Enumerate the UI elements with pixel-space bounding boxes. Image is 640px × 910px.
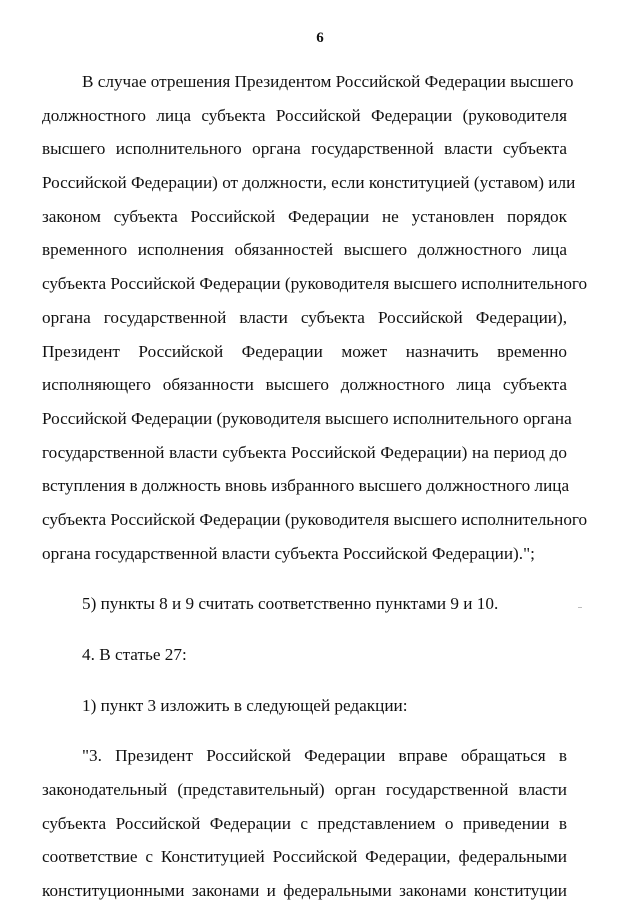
text-line: "3. Президент Российской Федерации вправе обращаться в [82, 746, 567, 766]
text-line: законом субъекта Российской Федерации не установлен порядок [42, 206, 567, 226]
text-line: Российской Федерации) от должности, если конституцией (уставом) или [42, 173, 576, 193]
text-line: государственной власти субъекта Российской Федерации) на период до [42, 442, 567, 462]
paragraph-article-27-point-3 [42, 741, 567, 909]
text-line: В случае отрешения Президентом Российской Федерации высшего [82, 72, 574, 91]
text-line: вступления в должность вновь избранного высшего должностного лица [42, 476, 570, 496]
text-line: Президент Российской Федерации может назначить временно [42, 341, 567, 361]
text-line: соответствие с Конституцией Российской Федерации, федеральными [42, 847, 567, 867]
paragraph-spacing [42, 623, 567, 640]
text-line: временного исполнения обязанностей высшего должностного лица [42, 240, 567, 260]
text-line: органа государственной власти субъекта Российской Федерации), [42, 307, 567, 327]
scan-artifact-mark [578, 607, 582, 608]
text-line: законодательный (представительный) орган государственной власти [42, 780, 567, 800]
paragraph-spacing [42, 572, 567, 589]
paragraph-spacing [42, 674, 567, 691]
item-5: 5) пункты 8 и 9 считать соответственно пунктами 9 и 10. [82, 594, 499, 614]
page-number: 6 [316, 30, 324, 46]
text-line: исполняющего обязанности высшего должностного лица субъекта [42, 375, 567, 395]
section-4-heading: 4. В статье 27: [82, 645, 187, 664]
text-line: органа государственной власти субъекта Российской Федерации)."; [42, 543, 535, 563]
text-line: конституционными законами и федеральными законами конституции [42, 881, 567, 901]
paragraph-spacing [42, 724, 567, 741]
text-line: Российской Федерации (руководителя высшего исполнительного органа [42, 408, 572, 428]
text-line: субъекта Российской Федерации (руководителя высшего исполнительного [42, 509, 588, 529]
document-body [42, 67, 588, 910]
item-1: 1) пункт 3 изложить в следующей редакции: [82, 695, 408, 715]
text-line: высшего исполнительного органа государственной власти субъекта [42, 139, 567, 159]
paragraph-relief-of-office [42, 67, 588, 572]
text-line: должностного лица субъекта Российской Федерации (руководителя [42, 105, 567, 125]
text-line: субъекта Российской Федерации с представлением о приведении в [42, 813, 567, 833]
text-line: субъекта Российской Федерации (руководителя высшего исполнительного [42, 274, 588, 294]
